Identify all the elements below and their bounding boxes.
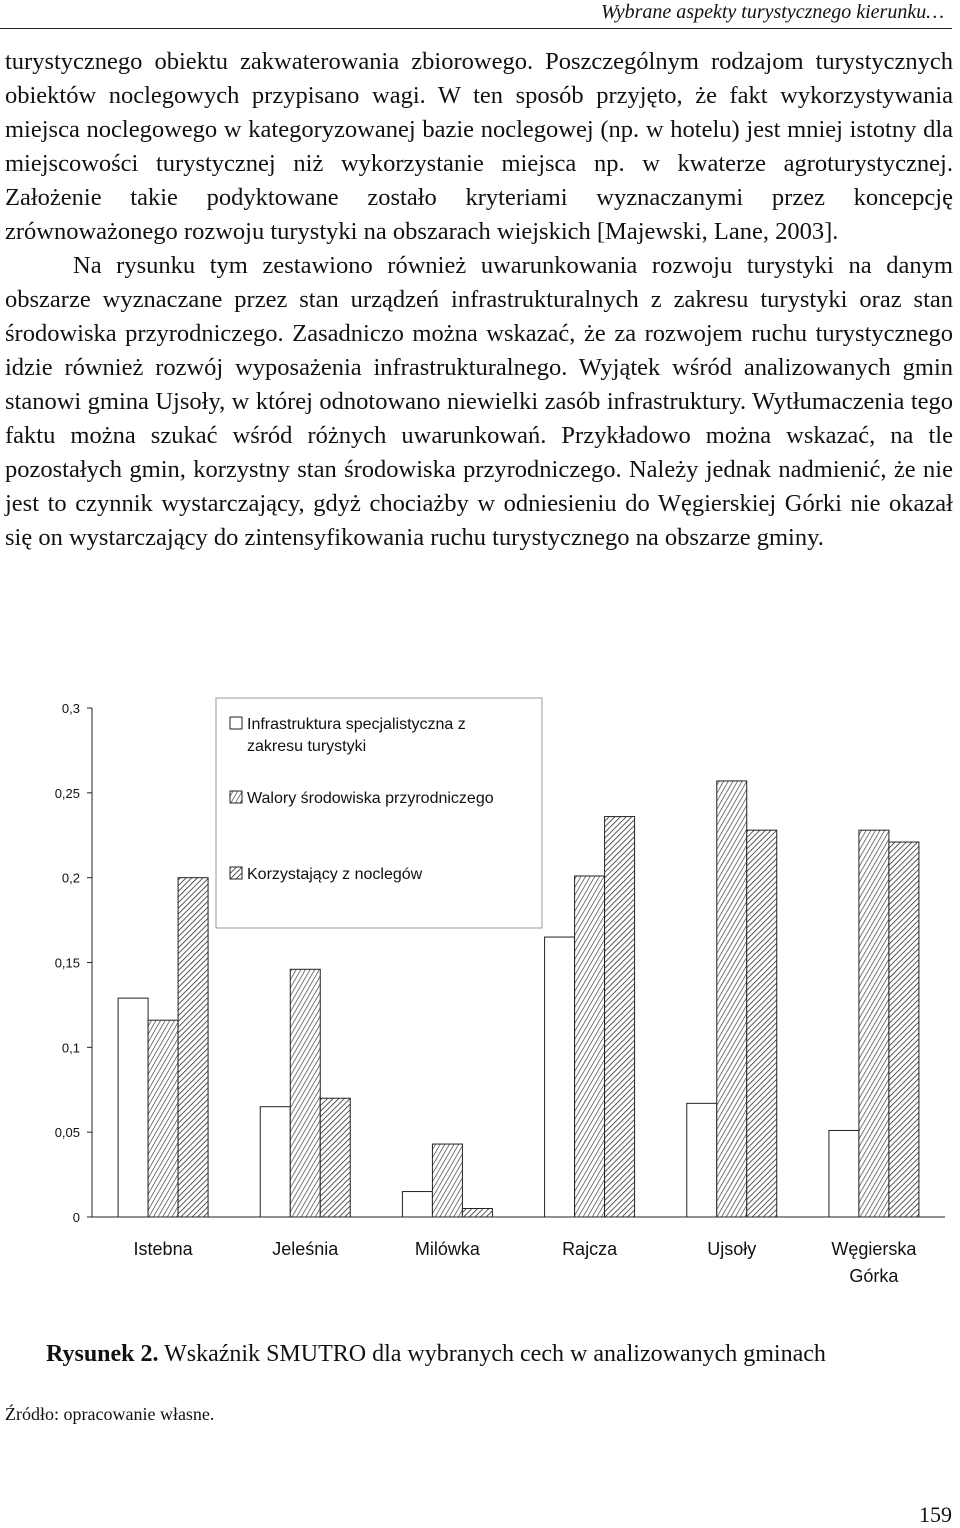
body-text: [5, 45, 953, 555]
running-head: [0, 0, 952, 29]
paragraph-1: turystycznego obiektu zakwaterowania zbiorowego. Poszczególnym rodzajom turystycznych obiektów noclegowych przypisano wagi. W ten sposób przyjęto, że fakt wykorzystywania miejsca noclegowego w kategoryzowanej bazie noclegowej (np. w hotelu) jest mniej istotny dla miejscowości turystycznej niż wykorzystanie miejsca np. w kwaterze agroturystycznej. Założenie takie podyktowane zostało kryteriami wyznaczanymi przez koncepcję zrównoważonego rozwoju turystyki na obszarach wiejskich [Majewski, Lane, 2003].: [5, 48, 953, 245]
legend-label: Walory środowiska przyrodniczego: [247, 790, 494, 807]
x-tick-label: Ujsoły: [707, 1239, 757, 1259]
bar: [178, 878, 208, 1217]
bar: [432, 1144, 462, 1217]
y-tick-label: 0,3: [61, 701, 80, 716]
bar: [402, 1192, 432, 1217]
caption-text: Wskaźnik SMUTRO dla wybranych cech w analizowanych gminach: [158, 1341, 826, 1367]
bar: [605, 817, 635, 1217]
y-tick-label: 0,25: [54, 785, 80, 801]
x-tick-label: Rajcza: [562, 1239, 618, 1259]
x-tick-label: Jeleśnia: [272, 1239, 339, 1259]
figure-source: Źródło: opracowanie własne.: [5, 1404, 215, 1424]
legend-label: Korzystający z noclegów: [247, 866, 423, 883]
legend-swatch: [230, 867, 242, 879]
page-number: 159: [919, 1502, 952, 1527]
legend-swatch: [230, 791, 242, 803]
bar: [260, 1107, 290, 1217]
legend-label: zakresu turystyki: [247, 738, 367, 755]
bar: [687, 1103, 717, 1217]
figure-caption: [46, 1338, 826, 1370]
figure: [0, 690, 960, 1290]
x-tick-label: Górka: [849, 1266, 899, 1286]
bar: [747, 830, 777, 1217]
legend-swatch: [230, 717, 242, 729]
bar: [889, 842, 919, 1217]
y-tick-label: 0: [72, 1210, 80, 1225]
bar: [462, 1209, 492, 1217]
y-tick-label: 0,1: [61, 1040, 80, 1056]
bar: [290, 969, 320, 1217]
y-tick-label: 0,15: [54, 955, 80, 971]
bar: [717, 781, 747, 1217]
bar: [829, 1130, 859, 1217]
x-tick-label: Milówka: [414, 1239, 480, 1259]
bar: [320, 1098, 350, 1217]
y-tick-label: 0,2: [61, 870, 80, 886]
x-tick-label: Węgierska: [831, 1239, 917, 1259]
running-head-title: Wybrane aspekty turystycznego kierunku…: [600, 1, 944, 23]
paragraph-2: Na rysunku tym zestawiono również uwarunkowania rozwoju turystyki na danym obszarze wyznaczane przez stan urządzeń infrastrukturalnych z zakresu turystyki oraz stan środowiska przyrodniczego. Zasadniczo można wskazać, że za rozwojem ruchu turystycznego idzie również rozwój wyposażenia infrastrukturalnego. Wyjątek wśród analizowanych gmin stanowi gmina Ujsoły, w której odnotowano niewielki zasób infrastruktury. Wytłumaczenia tego faktu można szukać wśród różnych uwarunkowań. Przykładowo można wskazać, na tle pozostałych gmin, korzystny stan środowiska przyrodniczego. Należy jednak nadmienić, że nie jest to czynnik wystarczający, gdyż chociażby w odniesieniu do Węgierskiej Górki nie okazał się on wystarczający do zintensyfikowania ruchu turystycznego na obszarze gminy.: [5, 252, 953, 551]
bar: [148, 1020, 178, 1217]
caption-label: Rysunek 2.: [46, 1341, 159, 1367]
bar: [859, 830, 889, 1217]
x-tick-label: Istebna: [133, 1239, 193, 1259]
bar: [545, 937, 575, 1217]
bar: [575, 876, 605, 1217]
y-tick-label: 0,05: [54, 1125, 80, 1141]
legend-label: Infrastruktura specjalistyczna z: [247, 716, 466, 733]
bar: [118, 998, 148, 1217]
bar-chart: [0, 690, 960, 1290]
